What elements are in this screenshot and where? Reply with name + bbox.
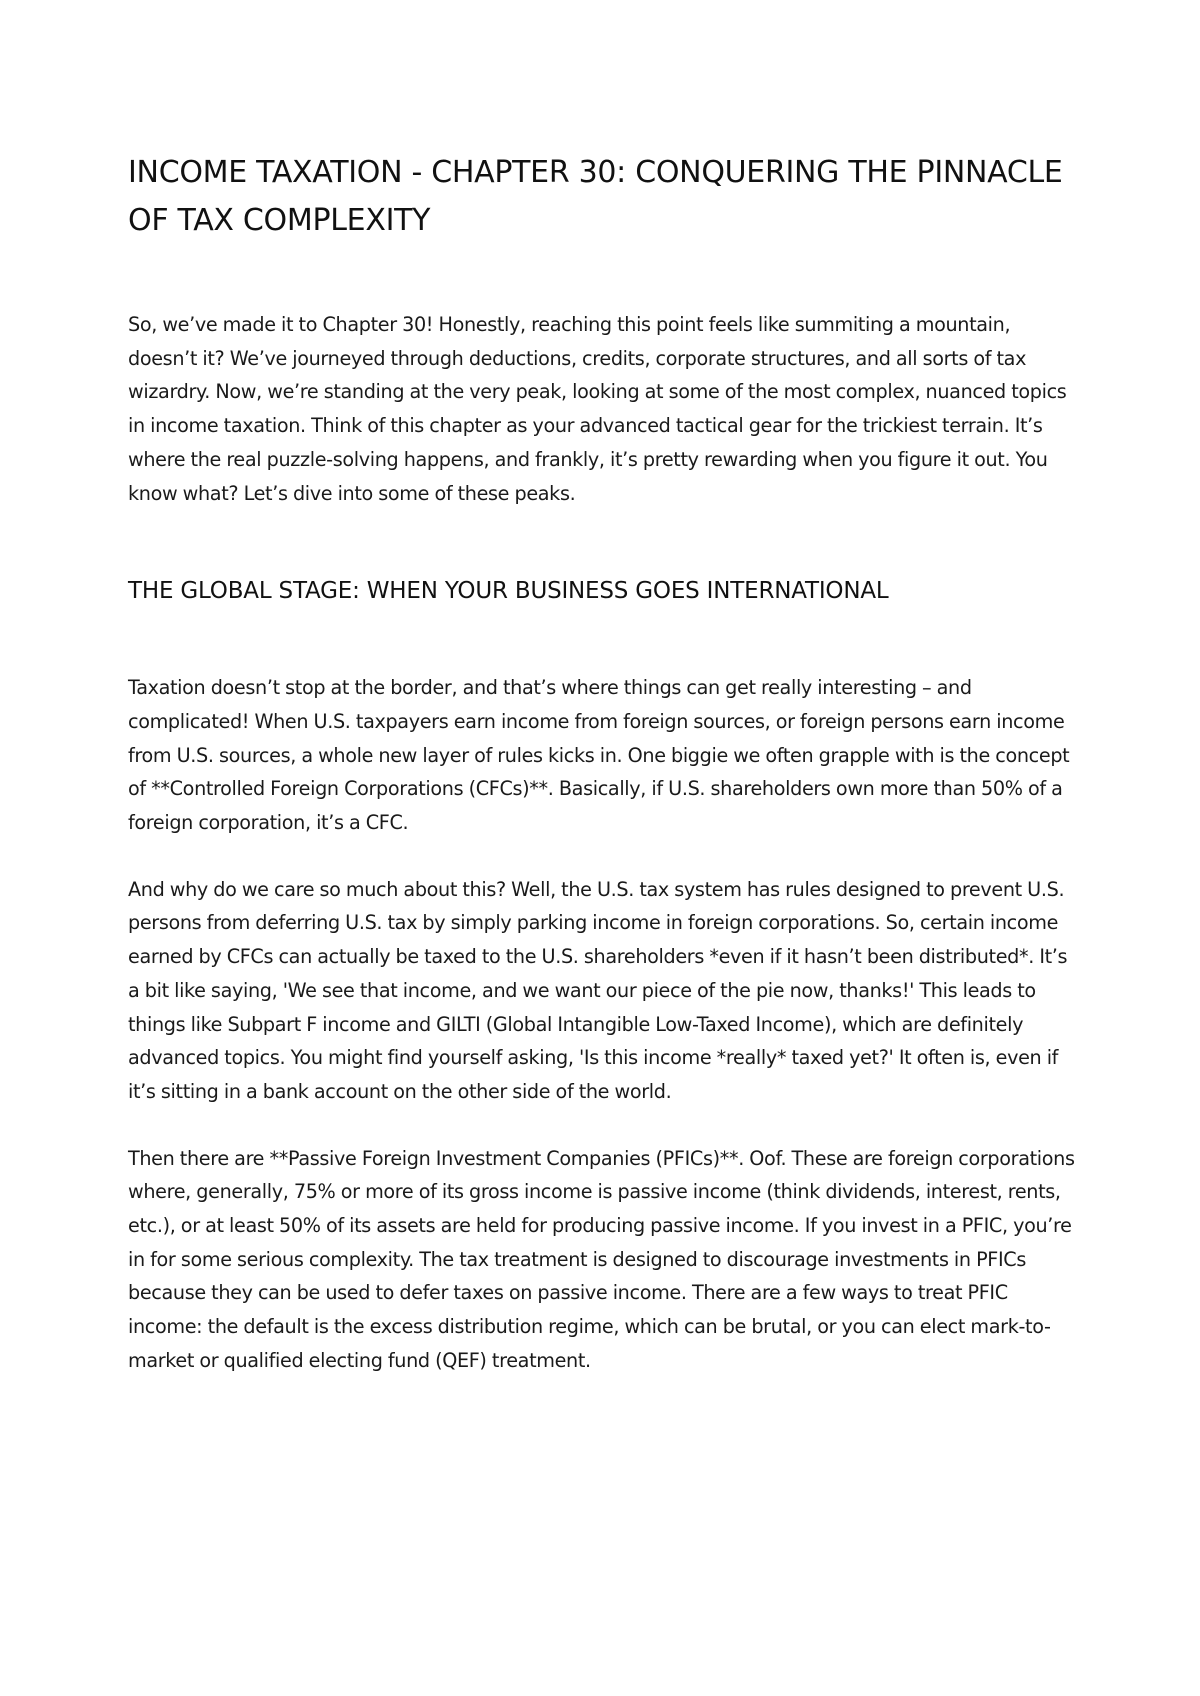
section-paragraph-1: Taxation doesn’t stop at the border, and that’s where things can get really interesting – and complicated! When U.S. taxpayers earn income from foreign sources, or foreign persons earn income from U.S. sources, a whole new layer of rules kicks in. One biggie we often grapple with is the concept of **Controlled Foreign Corporations (CFCs)**. Basically, if U.S. shareholders own more than 50% of a foreign corporation, it’s a CFC. bbox=[128, 676, 1070, 835]
section-paragraph-2: And why do we care so much about this? Well, the U.S. tax system has rules designed to prevent U.S. persons from deferring U.S. tax by simply parking income in foreign corporations. So, certain income earned by CFCs can actually be taxed to the U.S. shareholders *even if it hasn’t been distributed*. It’s a bit like saying, 'We see that income, and we want our piece of the pie now, thanks!' This leads to things like Subpart F income and GILTI (Global Intangible Low-Taxed Income), which are definitely advanced topics. You might find yourself asking, 'Is this income *really* taxed yet?' It often is, even if it’s sitting in a bank account on the other side of the world. bbox=[128, 877, 1068, 1103]
intro-paragraph: So, we’ve made it to Chapter 30! Honestly, reaching this point feels like summiting a mountain, doesn’t it? We’ve journeyed through deductions, credits, corporate structures, and all sorts of tax wizardry. Now, we’re standing at the very peak, looking at some of the most complex, nuanced topics in income taxation. Think of this chapter as your advanced tactical gear for the trickiest terrain. It’s where the real puzzle-solving happens, and frankly, it’s pretty rewarding when you figure it out. You know what? Let’s dive into some of these peaks. bbox=[128, 313, 1067, 505]
section-heading: THE GLOBAL STAGE: WHEN YOUR BUSINESS GOES INTERNATIONAL bbox=[128, 578, 889, 605]
section-body bbox=[128, 671, 1080, 1377]
section-paragraph-3: Then there are **Passive Foreign Investment Companies (PFICs)**. Oof. These are foreign corporations where, generally, 75% or more of its gross income is passive income (think dividends, interest, rents, etc.), or at least 50% of its assets are held for producing passive income. If you invest in a PFIC, you’re in for some serious complexity. The tax treatment is designed to discourage investments in PFICs because they can be used to defer taxes on passive income. There are a few ways to treat PFIC income: the default is the excess distribution regime, which can be brutal, or you can elect mark-to-market or qualified electing fund (QEF) treatment. bbox=[128, 1146, 1075, 1372]
document-title: INCOME TAXATION - CHAPTER 30: CONQUERING THE PINNACLE OF TAX COMPLEXITY bbox=[128, 155, 1063, 238]
